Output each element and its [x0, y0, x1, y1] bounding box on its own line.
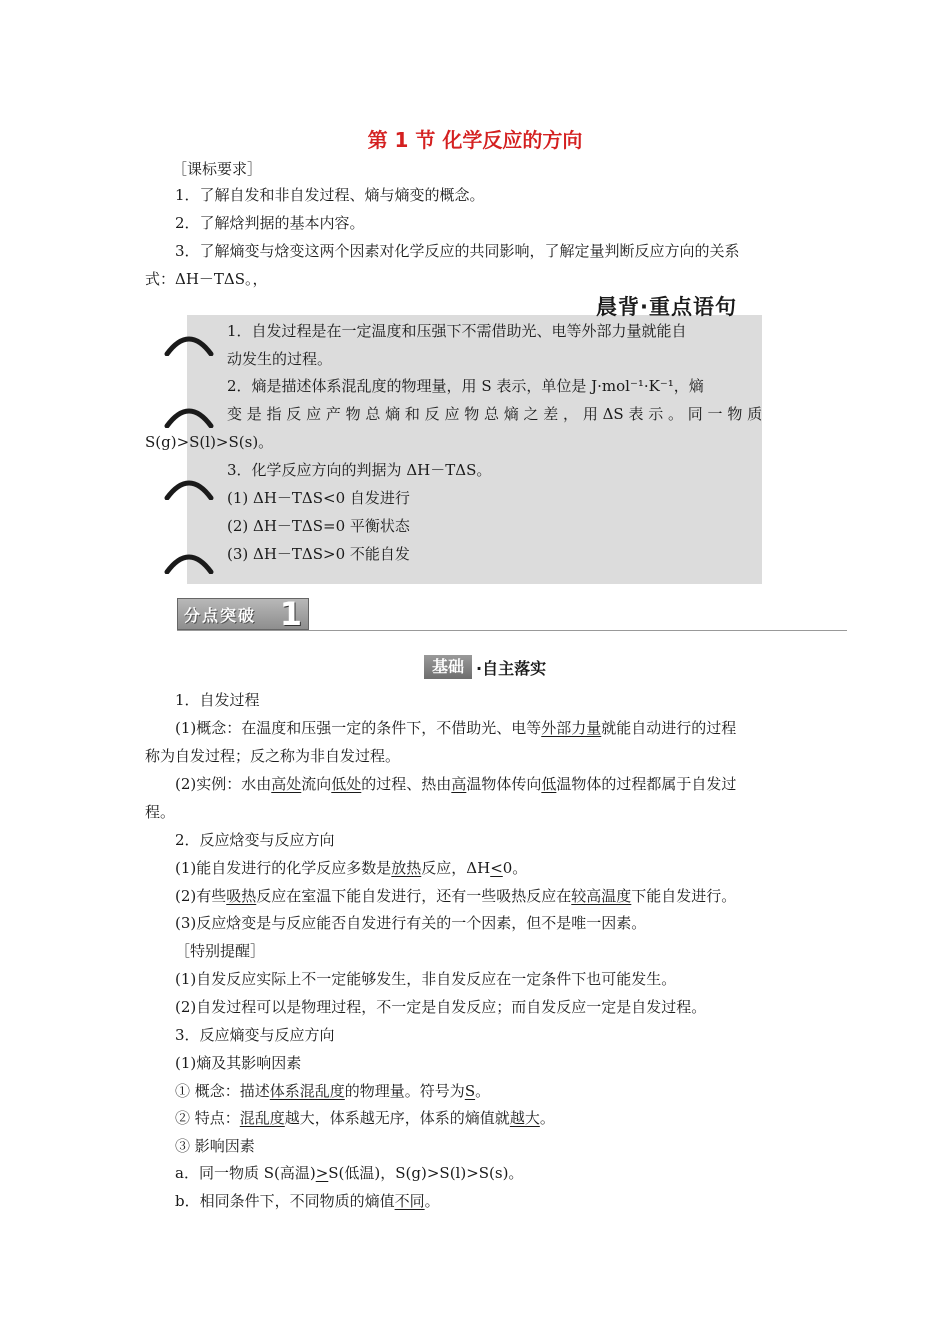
arch-decoration-icon: [163, 402, 215, 428]
requirements-heading: ［课标要求］: [172, 160, 263, 178]
key-point-2-cont: S(g)>S(l)>S(s)。: [145, 433, 274, 451]
key-point-2-cont: 变 是 指 反 应 产 物 总 熵 和 反 应 物 总 熵 之 差 ， 用 ΔS 表 示 。 同 一 物 质: [227, 405, 763, 423]
key-point-3: 3．化学反应方向的判据为 ΔH－TΔS。: [227, 461, 492, 479]
enthalpy-point-3: (3)反应焓变是与反应能否自发进行有关的一个因素，但不是唯一因素。: [175, 914, 647, 932]
key-point-3-case-3: (3) ΔH－TΔS>0 不能自发: [227, 545, 410, 563]
example-line: (2)实例：水由高处流向低处的过程、热由高温物体传向低温物体的过程都属于自发过: [175, 775, 737, 793]
section-3-heading: 3．反应熵变与反应方向: [175, 1026, 335, 1044]
section-banner-label: 分点突破: [184, 606, 257, 625]
factor-b: b．相同条件下，不同物质的熵值不同。: [175, 1192, 440, 1210]
key-point-3-case-2: (2) ΔH－TΔS=0 平衡状态: [227, 517, 410, 535]
entropy-feature: ② 特点：混乱度越大，体系越无序，体系的熵值就越大。: [175, 1109, 555, 1127]
requirement-item-2: 2．了解焓判据的基本内容。: [175, 214, 365, 232]
section-banner: [177, 595, 309, 633]
example-line-cont: 程。: [145, 803, 176, 821]
basics-badge: 基础: [424, 655, 472, 679]
enthalpy-point-1: (1)能自发进行的化学反应多数是放热反应，ΔH<0。: [175, 859, 528, 877]
arch-decoration-icon: [163, 548, 215, 574]
requirement-item-3: 3．了解熵变与焓变这两个因素对化学反应的共同影响，了解定量判断反应方向的关系: [175, 242, 740, 260]
entropy-concept: ① 概念：描述体系混乱度的物理量。符号为S。: [175, 1082, 491, 1100]
requirement-item-3-cont: 式：ΔH－TΔS。，: [145, 270, 268, 288]
special-tip-heading: ［特别提醒］: [175, 942, 266, 960]
key-point-1: 1．自发过程是在一定温度和压强下不需借助光、电等外部力量就能自: [227, 322, 687, 340]
section-1-heading: 1．自发过程: [175, 691, 260, 709]
concept-line-cont: 称为自发过程；反之称为非自发过程。: [145, 747, 401, 765]
key-point-1-cont: 动发生的过程。: [227, 350, 333, 368]
arch-decoration-icon: [163, 474, 215, 500]
divider: [177, 630, 847, 631]
special-tip-2: (2)自发过程可以是物理过程，不一定是自发反应；而自发反应一定是自发过程。: [175, 998, 707, 1016]
factor-a: a．同一物质 S(高温)>S(低温)，S(g)>S(l)>S(s)。: [175, 1164, 524, 1182]
entropy-subheading: (1)熵及其影响因素: [175, 1054, 302, 1072]
basics-heading: ·自主落实: [476, 659, 547, 678]
concept-line: (1)概念：在温度和压强一定的条件下，不借助光、电等外部力量就能自动进行的过程: [175, 719, 737, 737]
section-2-heading: 2．反应焓变与反应方向: [175, 831, 335, 849]
enthalpy-point-2: (2)有些吸热反应在室温下能自发进行，还有一些吸热反应在较高温度下能自发进行。: [175, 887, 737, 905]
key-points-heading: 晨背·重点语句: [596, 295, 737, 319]
section-banner-number: 1: [279, 595, 302, 633]
key-point-2: 2．熵是描述体系混乱度的物理量，用 S 表示，单位是 J·mol⁻¹·K⁻¹，熵: [227, 377, 704, 395]
entropy-factors: ③ 影响因素: [175, 1137, 255, 1155]
arch-decoration-icon: [163, 330, 215, 356]
requirement-item-1: 1．了解自发和非自发过程、熵与熵变的概念。: [175, 186, 485, 204]
special-tip-1: (1)自发反应实际上不一定能够发生，非自发反应在一定条件下也可能发生。: [175, 970, 677, 988]
page-title: 第 1 节 化学反应的方向: [367, 128, 583, 152]
key-point-3-case-1: (1) ΔH－TΔS<0 自发进行: [227, 489, 410, 507]
